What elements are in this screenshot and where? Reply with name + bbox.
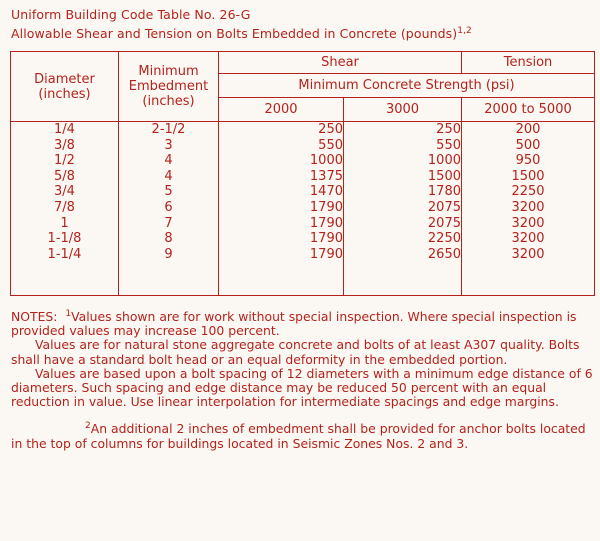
cell-shear-2000-row-5: 1470 — [309, 184, 343, 200]
header-tension: Tension — [462, 52, 595, 74]
table-title — [11, 6, 472, 42]
cell-tension-row-3: 950 — [515, 153, 541, 169]
cell-tension-row-8: 3200 — [511, 231, 545, 247]
cell-shear-3000-row-8: 2250 — [427, 231, 461, 247]
cell-shear-3000-row-2: 550 — [436, 137, 461, 153]
header-col-tension: 2000 to 5000 — [462, 98, 595, 122]
header-col-3000: 3000 — [344, 98, 462, 122]
column-embedment — [119, 122, 219, 296]
cell-diameter-row-1: 1/4 — [54, 122, 75, 137]
title-footnote-ref: 1,2 — [457, 26, 472, 36]
cell-tension-row-5: 2250 — [511, 184, 545, 200]
cell-shear-2000-row-4: 1375 — [309, 168, 343, 184]
column-tension — [462, 122, 595, 296]
cell-embedment-row-2: 3 — [164, 137, 173, 153]
cell-diameter-row-3: 1/2 — [54, 153, 75, 169]
column-shear-2000 — [219, 122, 344, 296]
cell-shear-3000-row-4: 1500 — [427, 168, 461, 184]
note-1 — [11, 307, 595, 338]
cell-shear-2000-row-2: 550 — [318, 137, 343, 153]
cell-shear-2000-row-3: 1000 — [309, 153, 343, 169]
cell-tension-row-1: 200 — [515, 122, 541, 137]
cell-embedment-row-7: 7 — [164, 215, 173, 231]
cell-shear-2000-row-9: 1790 — [309, 246, 343, 262]
cell-tension-row-2: 500 — [515, 137, 541, 153]
cell-shear-2000-row-7: 1790 — [309, 215, 343, 231]
column-diameter — [11, 122, 119, 296]
notes-section — [11, 307, 595, 451]
cell-diameter-row-9: 1-1/4 — [47, 246, 82, 262]
column-shear-3000 — [344, 122, 462, 296]
cell-diameter-row-2: 3/8 — [54, 137, 75, 153]
cell-embedment-row-4: 4 — [164, 168, 173, 184]
cell-shear-3000-row-5: 1780 — [427, 184, 461, 200]
header-embedment-unit: (inches) — [142, 94, 195, 109]
cell-diameter-row-8: 1-1/8 — [47, 231, 82, 247]
cell-diameter-row-7: 1 — [60, 215, 69, 231]
header-diameter-unit: (inches) — [38, 86, 91, 102]
cell-tension-row-4: 1500 — [511, 168, 545, 184]
header-concrete-strength: Minimum Concrete Strength (psi) — [219, 74, 595, 98]
note-2 — [11, 419, 595, 450]
cell-embedment-row-5: 5 — [164, 184, 173, 200]
note-2-text: An additional 2 inches of embedment shall be provided for anchor bolts located in the top of columns for buildings located in Seismic Zones Nos. 2 and 3. — [11, 421, 586, 451]
header-diameter-label: Diameter — [34, 71, 95, 87]
note-1b: Values are for natural stone aggregate concrete and bolts of at least A307 quality. Bolts shall have a standard bolt head or an equal deformity in the embedded portion. — [11, 337, 580, 367]
title-line-2-text: Allowable Shear and Tension on Bolts Embedded in Concrete (pounds) — [11, 26, 458, 41]
title-line-1: Uniform Building Code Table No. 26-G — [11, 7, 251, 22]
cell-shear-2000-row-1: 250 — [318, 122, 343, 137]
notes-label: NOTES: — [11, 309, 58, 324]
cell-diameter-row-4: 5/8 — [54, 168, 75, 184]
cell-shear-3000-row-6: 2075 — [427, 199, 461, 215]
cell-embedment-row-3: 4 — [164, 153, 173, 169]
title-line-2 — [11, 23, 472, 42]
cell-shear-3000-row-3: 1000 — [427, 153, 461, 169]
cell-tension-row-7: 3200 — [511, 215, 545, 231]
cell-tension-row-6: 3200 — [511, 199, 545, 215]
header-col-2000: 2000 — [219, 98, 344, 122]
cell-diameter-row-5: 3/4 — [54, 184, 75, 200]
bolt-table — [10, 51, 595, 296]
header-embedment — [119, 52, 219, 122]
header-shear: Shear — [219, 52, 462, 74]
cell-embedment-row-8: 8 — [164, 231, 173, 247]
cell-shear-2000-row-8: 1790 — [309, 231, 343, 247]
note-2-ref: 2 — [85, 421, 91, 432]
header-embedment-label-1: Minimum — [138, 64, 199, 79]
note-1c: Values are based upon a bolt spacing of 12 diameters with a minimum edge distance of 6 diameters. Such spacing and edge distance may be reduced 50 percent with an equal reduction in value. Use linear interpolation for intermediate spacings and edge margins. — [11, 365, 593, 410]
cell-embedment-row-1: 2-1/2 — [151, 122, 186, 137]
header-embedment-label-2: Embedment — [128, 79, 209, 94]
note-1-text: Values shown are for work without special inspection. Where special inspection is provided values may increase 100 percent. — [11, 309, 577, 339]
cell-shear-3000-row-9: 2650 — [427, 246, 461, 262]
cell-shear-3000-row-7: 2075 — [427, 215, 461, 231]
cell-tension-row-9: 3200 — [511, 246, 545, 262]
cell-embedment-row-6: 6 — [164, 199, 173, 215]
cell-shear-3000-row-1: 250 — [436, 122, 461, 137]
cell-embedment-row-9: 9 — [164, 246, 173, 262]
header-diameter — [11, 52, 119, 122]
note-1-ref: 1 — [65, 309, 72, 319]
cell-shear-2000-row-6: 1790 — [309, 199, 343, 215]
cell-diameter-row-6: 7/8 — [54, 199, 75, 215]
